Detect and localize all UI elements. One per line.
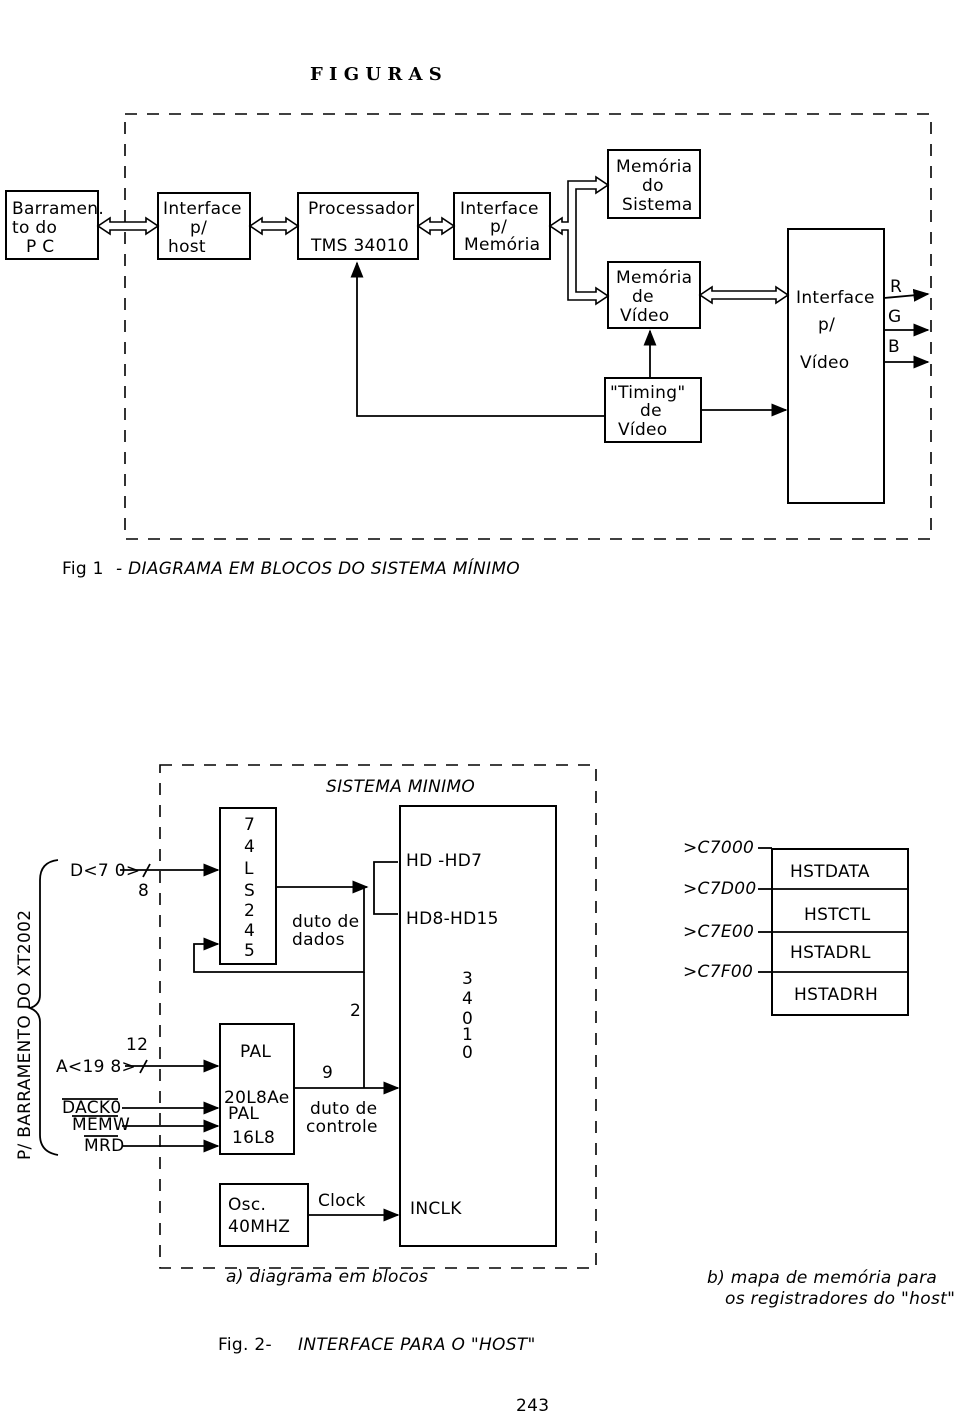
figure-2-caption: INTERFACE PARA O "HOST"	[298, 1335, 536, 1355]
video-timing-label-1: "Timing"	[610, 383, 686, 403]
tms-chip-char-1: 3	[462, 969, 474, 989]
chip-74ls245-char-3: L	[244, 859, 254, 879]
pal-label-1: PAL	[240, 1042, 272, 1062]
figure-1-block-diagram	[6, 114, 931, 579]
address-label-c7d00: >C7D00	[683, 879, 757, 899]
video-interface-label-1: Interface	[796, 288, 875, 308]
system-memory-label-2: do	[642, 176, 664, 196]
register-hstadrl: HSTADRL	[790, 943, 871, 963]
memory-interface-label-2: p/	[490, 217, 508, 237]
data-signal-label: D<7 0>	[70, 861, 141, 881]
oscillator-label-2: 40MHZ	[228, 1217, 291, 1237]
data-bus-label-1: duto de	[292, 912, 360, 932]
dack-signal-label: DACK0	[62, 1098, 122, 1118]
chip-74ls245-char-5: 2	[244, 901, 256, 921]
bus-width-2-label: 2	[350, 1001, 362, 1021]
data-bus-split	[374, 862, 398, 914]
video-memory-label-2: de	[632, 287, 654, 307]
caption-a: a) diagrama em blocos	[226, 1267, 429, 1287]
rgb-label-b: B	[888, 337, 900, 357]
pc-bus-label-3: P C	[26, 237, 55, 257]
figure-1-caption: - DIAGRAMA EM BLOCOS DO SISTEMA MÍNIMO	[116, 559, 520, 579]
figure-2-caption-prefix: Fig. 2-	[218, 1335, 272, 1355]
figure-1-caption-prefix: Fig 1	[62, 559, 104, 579]
video-memory-label-3: Vídeo	[620, 306, 670, 326]
memory-interface-label-3: Memória	[464, 235, 541, 255]
caption-b-line-2: os registradores do "host"	[725, 1289, 956, 1309]
tms-chip-char-5: 0	[462, 1043, 474, 1063]
tms-chip-char-4: 1	[462, 1025, 474, 1045]
register-memory-map	[683, 838, 908, 1015]
video-memory-label-1: Memória	[616, 268, 693, 288]
rgb-label-r: R	[890, 277, 903, 297]
xt-bus-side-label: P/ BARRAMENTO DO XT2002	[15, 909, 35, 1160]
page-title: F I G U R A S	[310, 64, 442, 85]
memw-signal-label: MEMW	[72, 1115, 131, 1135]
tms-inclk-pin: INCLK	[410, 1199, 462, 1219]
tms-chip-char-3: 0	[462, 1009, 474, 1029]
chip-74ls245-char-7: 5	[244, 941, 256, 961]
tms34010-chip	[400, 806, 556, 1246]
tms-chip-char-2: 4	[462, 989, 474, 1009]
address-label-c7000: >C7000	[683, 838, 755, 858]
register-hstctl: HSTCTL	[804, 905, 871, 925]
bus-width-9-label: 9	[322, 1063, 334, 1083]
control-bus-label-1: duto de	[310, 1099, 378, 1119]
tms-pin-hd8-hd15: HD8-HD15	[406, 909, 499, 929]
video-interface-label-3: Vídeo	[800, 353, 850, 373]
address-signal-label: A<19 8>	[56, 1057, 137, 1077]
host-interface-label-3: host	[168, 237, 206, 257]
register-hstadrh: HSTADRH	[794, 985, 879, 1005]
pc-bus-label-2: to do	[12, 218, 58, 238]
mrd-signal-label: MRD	[84, 1136, 125, 1156]
chip-74ls245-char-6: 4	[244, 921, 256, 941]
video-timing-label-3: Vídeo	[618, 420, 668, 440]
control-bus-label-2: controle	[306, 1117, 378, 1137]
chip-74ls245-char-4: S	[244, 881, 256, 901]
pal-label-3: PAL	[228, 1104, 260, 1124]
system-memory-label-1: Memória	[616, 157, 693, 177]
register-hstdata: HSTDATA	[790, 862, 870, 882]
video-timing-label-2: de	[640, 401, 662, 421]
pc-bus-label-1: Barramen.	[12, 199, 105, 219]
data-bus-label-2: dados	[292, 930, 345, 950]
data-width-label: 8	[138, 881, 150, 901]
tms-pin-hd0-hd7: HD -HD7	[406, 851, 483, 871]
clock-label: Clock	[318, 1191, 366, 1211]
processor-label-2: TMS 34010	[311, 236, 410, 256]
processor-label-1: Processador	[308, 199, 415, 219]
page-number: 243	[516, 1396, 550, 1415]
figure-2-interface	[15, 765, 955, 1355]
oscillator-label-1: Osc.	[228, 1195, 267, 1215]
system-memory-label-3: Sistema	[622, 195, 693, 215]
host-interface-label-1: Interface	[163, 199, 242, 219]
chip-74ls245-char-1: 7	[244, 815, 256, 835]
memory-interface-label-1: Interface	[460, 199, 539, 219]
address-label-c7f00: >C7F00	[683, 962, 754, 982]
caption-b-line-1: b) mapa de memória para	[707, 1268, 938, 1288]
pal-label-2: 20L8Ae	[224, 1088, 290, 1108]
address-width-label: 12	[126, 1035, 149, 1055]
video-interface-label-2: p/	[818, 315, 836, 335]
rgb-label-g: G	[888, 307, 902, 327]
minimal-system-title: SISTEMA MINIMO	[326, 777, 476, 797]
pal-label-4: 16L8	[232, 1128, 276, 1148]
chip-74ls245-char-2: 4	[244, 837, 256, 857]
address-label-c7e00: >C7E00	[683, 922, 755, 942]
host-interface-label-2: p/	[190, 218, 208, 238]
